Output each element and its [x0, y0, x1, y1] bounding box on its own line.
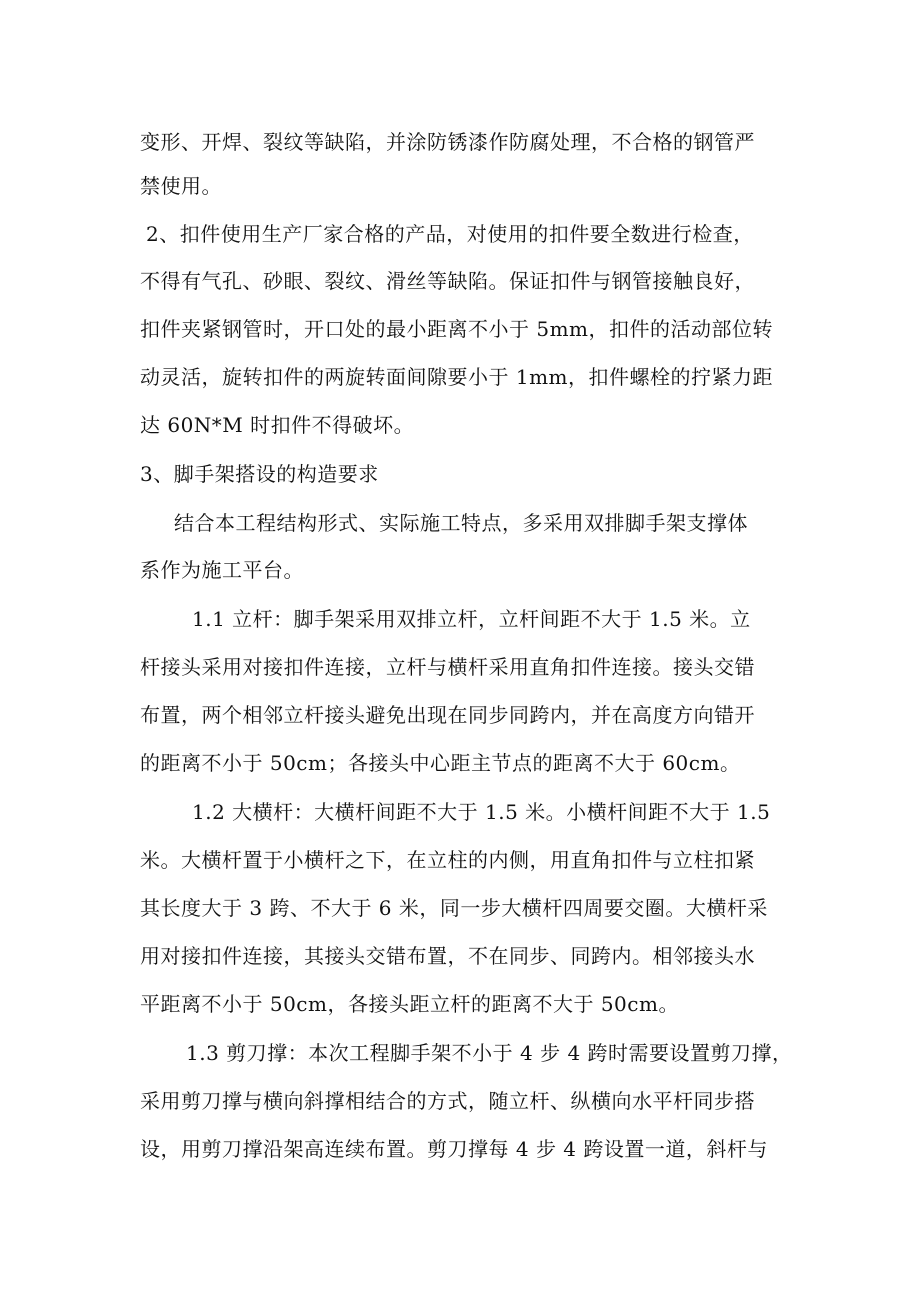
text-line: 平距离不小于 50cm，各接头距立杆的距离不大于 50cm。 — [140, 992, 679, 1016]
text-line: 禁使用。 — [140, 174, 222, 198]
text-line: 其长度大于 3 跨、不大于 6 米，同一步大横杆四周要交圈。大横杆采 — [140, 896, 768, 920]
text-line: 采用剪刀撑与横向斜撑相结合的方式，随立杆、纵横向水平杆同步搭 — [140, 1089, 755, 1113]
text-line: 的距离不小于 50cm；各接头中心距主节点的距离不大于 60cm。 — [140, 751, 741, 775]
text-line: 变形、开焊、裂纹等缺陷，并涂防锈漆作防腐处理，不合格的钢管严 — [140, 130, 755, 154]
text-line: 米。大横杆置于小横杆之下，在立柱的内侧，用直角扣件与立柱扣紧 — [140, 848, 755, 872]
text-line: 动灵活，旋转扣件的两旋转面间隙要小于 1mm，扣件螺栓的拧紧力距 — [140, 365, 774, 389]
text-line: 布置，两个相邻立杆接头避免出现在同步同跨内，并在高度方向错开 — [140, 703, 755, 727]
text-line: 2、扣件使用生产厂家合格的产品，对使用的扣件要全数进行检查， — [146, 222, 754, 246]
text-line: 不得有气孔、砂眼、裂纹、滑丝等缺陷。保证扣件与钢管接触良好， — [140, 269, 755, 293]
text-line: 扣件夹紧钢管时，开口处的最小距离不小于 5mm，扣件的活动部位转 — [140, 317, 774, 341]
text-line: 1.1 立杆：脚手架采用双排立杆，立杆间距不大于 1.5 米。立 — [192, 607, 751, 631]
text-line: 达 60N*M 时扣件不得破坏。 — [140, 413, 415, 437]
text-line: 1.3 剪刀撑：本次工程脚手架不小于 4 步 4 跨时需要设置剪刀撑， — [186, 1041, 793, 1065]
text-line: 结合本工程结构形式、实际施工特点，多采用双排脚手架支撑体 — [174, 511, 748, 535]
text-line: 用对接扣件连接，其接头交错布置，不在同步、同跨内。相邻接头水 — [140, 944, 755, 968]
text-line: 杆接头采用对接扣件连接，立杆与横杆采用直角扣件连接。接头交错 — [140, 655, 755, 679]
section-heading: 3、脚手架搭设的构造要求 — [140, 462, 379, 486]
text-line: 系作为施工平台。 — [140, 558, 304, 582]
text-line: 设，用剪刀撑沿架高连续布置。剪刀撑每 4 步 4 跨设置一道，斜杆与 — [140, 1137, 768, 1161]
text-line: 1.2 大横杆：大横杆间距不大于 1.5 米。小横杆间距不大于 1.5 — [192, 800, 771, 824]
